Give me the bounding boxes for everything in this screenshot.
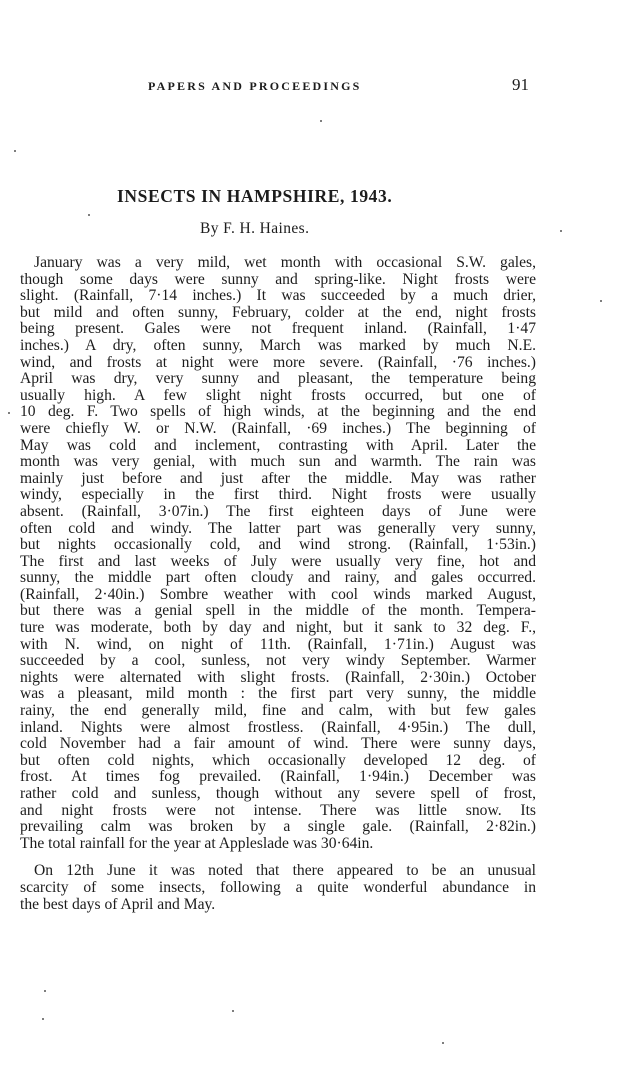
text-line: succeeded by a cool, sunless, not very windy September. Warmer	[20, 652, 536, 670]
running-head	[0, 75, 637, 99]
text-line: prevailing calm was broken by a single gale. (Rainfall, 2·82in.)	[20, 818, 536, 836]
text-line: sunny, the middle part often cloudy and rainy, and gales occurred.	[20, 569, 536, 587]
text-line: being present. Gales were not frequent inland. (Rainfall, 1·47	[20, 320, 536, 338]
text-line: mainly just before and just after the middle. May was rather	[20, 469, 536, 487]
text-line: but nights occasionally cold, and wind strong. (Rainfall, 1·53in.)	[20, 536, 536, 554]
scan-speck	[232, 1010, 234, 1012]
scan-speck	[14, 150, 16, 152]
text-line: ture was moderate, both by day and night, but it sank to 32 deg. F.,	[20, 619, 536, 637]
text-line: January was a very mild, wet month with occasional S.W. gales,	[34, 254, 536, 271]
text-line: absent. (Rainfall, 3·07in.) The first eighteen days of June were	[20, 502, 536, 520]
text-line: The first and last weeks of July were usually very fine, hot and	[20, 552, 536, 570]
scan-speck	[560, 230, 562, 232]
paragraph	[20, 255, 536, 852]
scan-speck	[88, 214, 90, 216]
text-line: slight. (Rainfall, 7·14 inches.) It was succeeded by a much drier,	[20, 287, 536, 305]
text-line: were chiefly W. or N.W. (Rainfall, ·69 inches.) The beginning of	[20, 419, 536, 437]
text-line: April was dry, very sunny and pleasant, the temperature being	[20, 370, 536, 388]
text-line: the best days of April and May.	[20, 895, 216, 913]
text-line: cold November had a fair amount of wind. There were sunny days,	[20, 735, 536, 753]
text-line: inches.) A dry, often sunny, March was marked by much N.E.	[20, 336, 536, 354]
text-line: usually high. A few slight night frosts occurred, but one of	[20, 386, 536, 404]
text-line: but often cold nights, which occasionally developed 12 deg. of	[20, 751, 536, 769]
scan-speck	[600, 300, 602, 302]
scan-speck	[442, 1042, 444, 1044]
text-line: The total rainfall for the year at Appleslade was 30·64in.	[20, 834, 374, 852]
byline: By F. H. Haines.	[200, 220, 310, 237]
text-line: and night frosts were not intense. There was little snow. Its	[20, 801, 536, 819]
text-line: frost. At times fog prevailed. (Rainfall, 1·94in.) December was	[20, 768, 536, 786]
page-number: 91	[512, 75, 529, 94]
text-line: rather cold and sunless, though without any severe spell of frost,	[20, 785, 536, 802]
text-line: with N. wind, on night of 11th. (Rainfall, 1·71in.) August was	[20, 635, 536, 653]
text-line: inland. Nights were almost frostless. (Rainfall, 4·95in.) The dull,	[20, 718, 536, 736]
text-line: but there was a genial spell in the middle of the month. Tempera-	[20, 602, 536, 620]
text-line: scarcity of some insects, following a quite wonderful abundance in	[20, 878, 536, 896]
text-line: though some days were sunny and spring-like. Night frosts were	[20, 270, 536, 288]
text-line: windy, especially in the first third. Night frosts were usually	[20, 486, 536, 504]
text-line: (Rainfall, 2·40in.) Sombre weather with cool winds marked August,	[20, 585, 536, 603]
text-line: 10 deg. F. Two spells of high winds, at the beginning and the end	[20, 403, 536, 421]
text-line: often cold and windy. The latter part was generally very sunny,	[20, 519, 536, 537]
text-line: rainy, the end generally mild, fine and calm, with but few gales	[20, 702, 536, 720]
paragraph	[20, 863, 536, 913]
text-line: May was cold and inclement, contrasting with April. Later the	[20, 436, 536, 454]
scan-speck	[42, 1018, 44, 1020]
article-body	[20, 255, 536, 913]
scan-speck	[320, 120, 322, 122]
running-title: PAPERS AND PROCEEDINGS	[148, 79, 362, 93]
scan-speck	[8, 412, 10, 414]
text-line: was a pleasant, mild month : the first part very sunny, the middle	[20, 685, 536, 703]
text-line: month was very genial, with much sun and warmth. The rain was	[20, 453, 536, 471]
text-line: On 12th June it was noted that there appeared to be an unusual	[34, 862, 536, 880]
text-line: nights were alternated with slight frosts. (Rainfall, 2·30in.) October	[20, 668, 536, 686]
article-title: INSECTS IN HAMPSHIRE, 1943.	[117, 186, 393, 206]
text-line: but mild and often sunny, February, colder at the end, night frosts	[20, 303, 536, 321]
text-line: wind, and frosts at night were more severe. (Rainfall, ·76 inches.)	[20, 353, 536, 371]
scan-speck	[44, 990, 46, 992]
